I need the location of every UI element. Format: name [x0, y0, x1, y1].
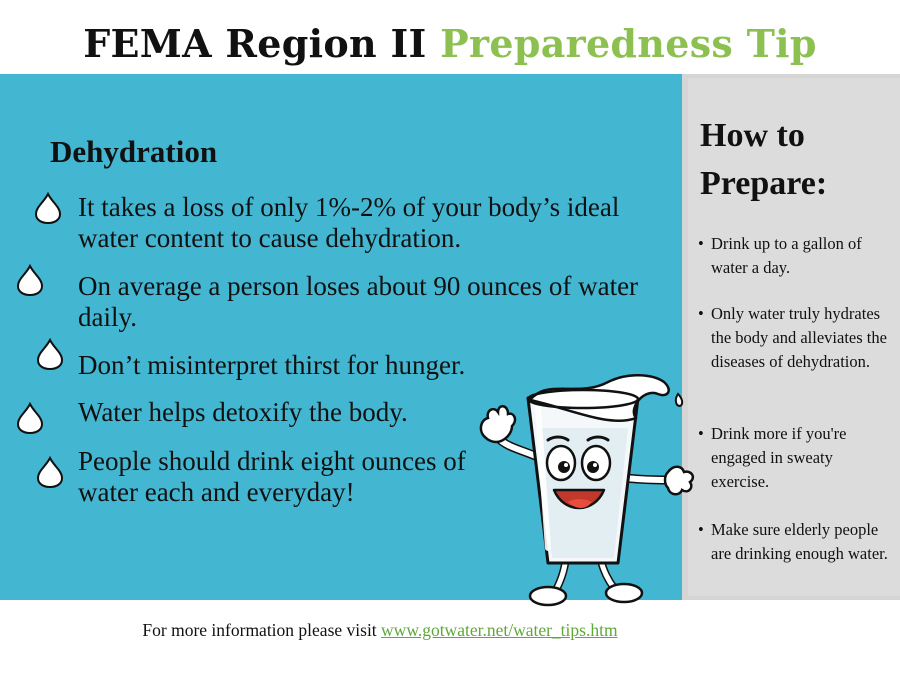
water-drop-icon	[36, 338, 64, 370]
water-drop-icon	[34, 192, 62, 224]
tip-text: Only water truly hydrates the body and alleviates the diseases of dehydration.	[711, 304, 887, 371]
footer	[0, 620, 760, 641]
tip-text: Drink more if you're engaged in sweaty exercise.	[711, 424, 847, 491]
left-shoe-icon	[530, 587, 566, 605]
tip-item: • Drink more if you're engaged in sweaty exercise.	[698, 422, 894, 494]
fact-text: Don’t misinterpret thirst for hunger.	[78, 350, 466, 380]
water-drop-icon	[16, 264, 44, 296]
page-title	[0, 14, 900, 74]
left-glove-icon	[481, 406, 515, 442]
prep-heading-line1: How to	[700, 117, 805, 154]
fact-text: Water helps detoxify the body.	[78, 397, 408, 427]
tip-text: Make sure elderly people are drinking enough water.	[711, 520, 888, 563]
section-heading: Dehydration	[50, 134, 218, 169]
tip-item: • Only water truly hydrates the body and alleviates the diseases of dehydration.	[698, 302, 894, 374]
tip-text: Drink up to a gallon of water a day.	[711, 234, 862, 277]
tip-item: • Drink up to a gallon of water a day.	[698, 232, 894, 280]
right-glove-icon	[665, 467, 693, 495]
footer-link[interactable]: www.gotwater.net/water_tips.htm	[381, 620, 618, 640]
tip-item: • Make sure elderly people are drinking enough water.	[698, 518, 894, 566]
water-drop-icon	[16, 402, 44, 434]
fact-text: On average a person loses about 90 ounces of water daily.	[78, 271, 639, 332]
how-to-prepare-heading	[700, 112, 827, 208]
title-organization: FEMA Region II	[83, 21, 427, 66]
fact-text: People should drink eight ounces of water each and everyday!	[78, 446, 466, 507]
water-glass-mascot-illustration	[468, 368, 698, 608]
fact-text: It takes a loss of only 1%-2% of your body’s ideal water content to cause dehydration.	[78, 192, 620, 253]
water-drop-icon	[36, 456, 64, 488]
prep-heading-line2: Prepare:	[700, 165, 828, 202]
title-tip-label: Preparedness Tip	[440, 21, 817, 66]
footer-text: For more information please visit	[142, 620, 377, 640]
right-shoe-icon	[606, 584, 642, 602]
